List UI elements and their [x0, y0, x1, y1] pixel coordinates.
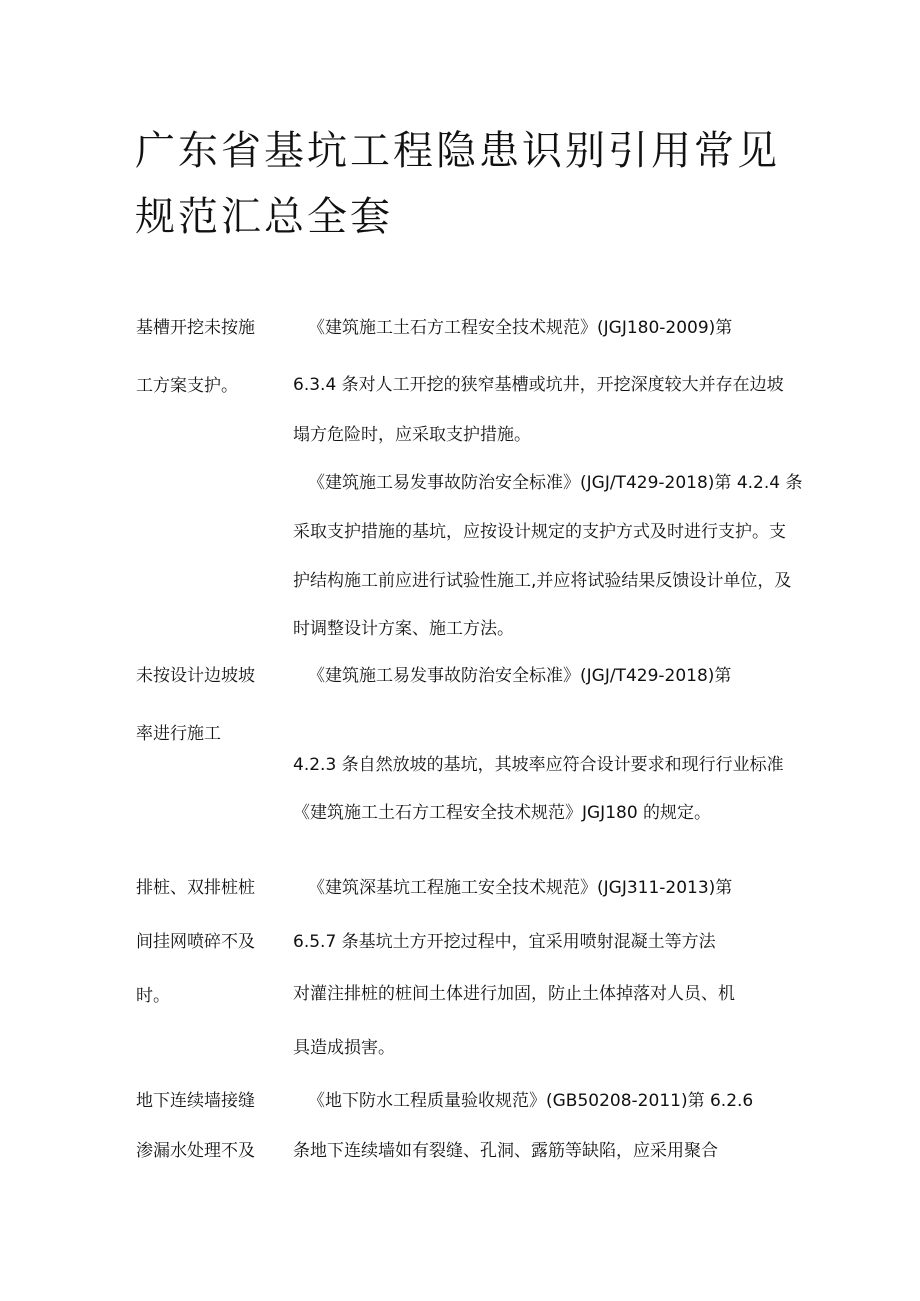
- section-text-line: 塌方危险时，应采取支护措施。: [293, 425, 531, 445]
- section-text-line: 对灌注排桩的桩间土体进行加固，防止土体掉落对人员、机: [293, 984, 735, 1004]
- title-line-2: 规范汇总全套: [135, 194, 393, 240]
- section-text-line: 《建筑施工易发事故防治安全标准》(JGJ/T429-2018)第 4.2.4 条: [308, 473, 803, 493]
- section-label: 基槽开挖未按施: [136, 318, 255, 338]
- section-text-line: 《建筑深基坑工程施工安全技术规范》(JGJ311-2013)第: [308, 878, 733, 898]
- section-text-line: 4.2.3 条自然放坡的基坑，其坡率应符合设计要求和现行行业标准: [293, 755, 784, 775]
- page-title: [135, 118, 825, 250]
- section-text-line: 《建筑施工易发事故防治安全标准》(JGJ/T429-2018)第: [308, 666, 732, 686]
- section-text-line: 时调整设计方案、施工方法。: [293, 619, 514, 639]
- section-text-line: 采取支护措施的基坑，应按设计规定的支护方式及时进行支护。支: [293, 522, 786, 542]
- section-label: 工方案支护。: [136, 376, 238, 396]
- section-text-line: 《建筑施工土石方工程安全技术规范》JGJ180 的规定。: [293, 803, 712, 823]
- section-text-line: 《地下防水工程质量验收规范》(GB50208-2011)第 6.2.6: [308, 1091, 754, 1111]
- section-label: 排桩、双排桩桩: [136, 878, 255, 898]
- section-text-line: 6.3.4 条对人工开挖的狭窄基槽或坑井，开挖深度较大并存在边坡: [293, 375, 784, 395]
- title-line-1: 广东省基坑工程隐患识别引用常见: [135, 128, 780, 174]
- section-label: 渗漏水处理不及: [136, 1141, 255, 1161]
- section-text-line: 《建筑施工土石方工程安全技术规范》(JGJ180-2009)第: [308, 318, 733, 338]
- section-text-line: 6.5.7 条基坑土方开挖过程中，宜采用喷射混凝土等方法: [293, 932, 716, 952]
- section-text-line: 护结构施工前应进行试验性施工,并应将试验结果反馈设计单位，及: [293, 571, 792, 591]
- section-label: 间挂网喷碎不及: [136, 932, 255, 952]
- section-text-line: 具造成损害。: [293, 1038, 395, 1058]
- section-label: 地下连续墙接缝: [136, 1091, 255, 1111]
- section-text-line: 条地下连续墙如有裂缝、孔洞、露筋等缺陷，应采用聚合: [293, 1141, 718, 1161]
- section-label: 未按设计边坡坡: [136, 666, 255, 686]
- section-label: 率进行施工: [136, 724, 221, 744]
- section-label: 时。: [136, 986, 170, 1006]
